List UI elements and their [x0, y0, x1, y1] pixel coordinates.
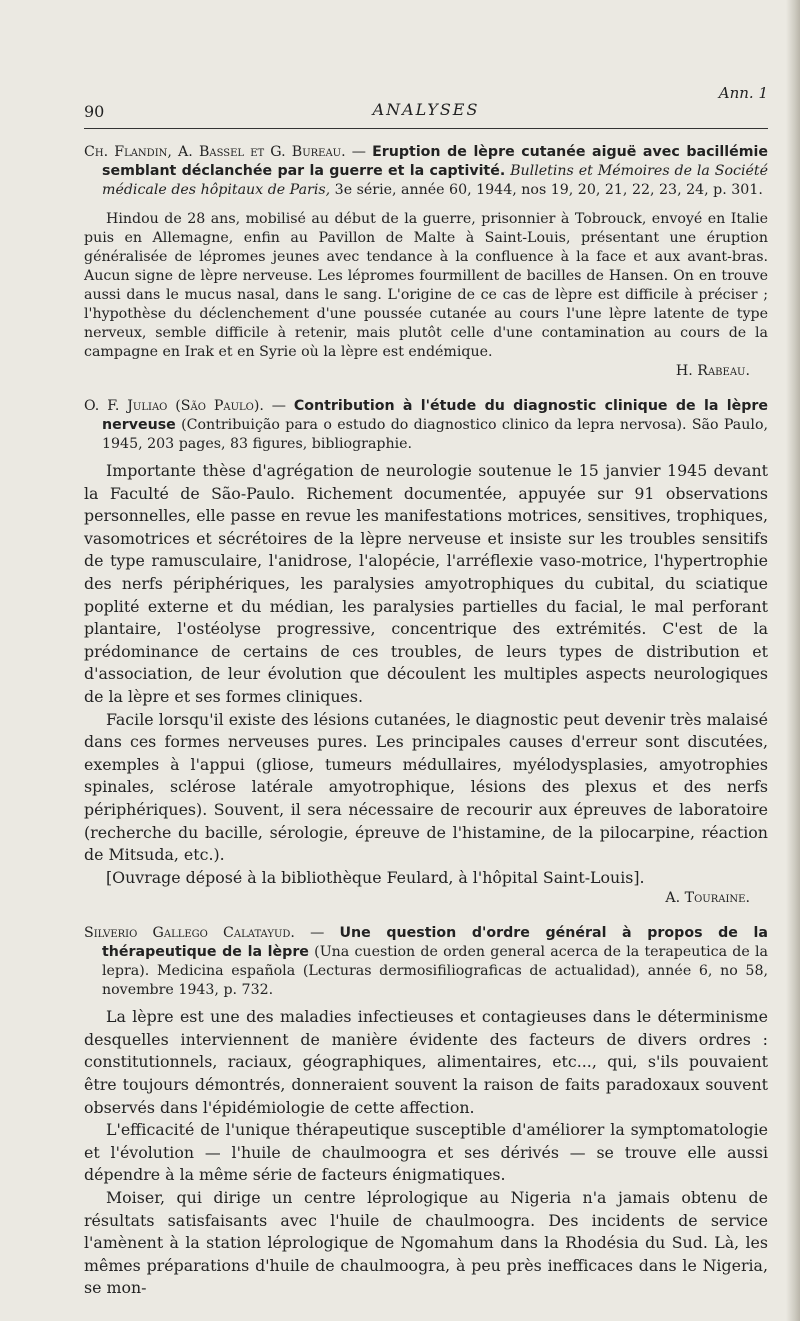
handwritten-annotation: Ann. 1: [718, 84, 768, 102]
deposit-note: [Ouvrage déposé à la bibliothèque Feulard, à l'hôpital Saint-Louis].: [106, 867, 645, 887]
authors: O. F. Juliao (São Paulo).: [84, 398, 264, 414]
article-title: Contribution à l'étude du diagnostic clinique de la lèpre nerveuse: [102, 398, 768, 433]
page-edge-shadow: [786, 0, 800, 1321]
source-details: 3e série, année 60, 1944, nos 19, 20, 21, 22, 23, 24, p. 301.: [330, 182, 763, 198]
reference: [84, 397, 768, 454]
abstract-paragraph: L'efficacité de l'unique thérapeutique susceptible d'améliorer la symptomatologie et l'évolution — l'huile de chaulmoogra et ses dérivés — se trouve elle aussi dépendre à la même série de facteurs énigmatiques.: [84, 1120, 768, 1185]
abstract-paragraph: La lèpre est une des maladies infectieuses et contagieuses dans le déterminisme desquelles interviennent de manière évidente des facteurs de divers ordres : constitutionnels, raciaux, géographiques, alimentaires, etc..., qui, s'ils pouvaient être toujours démontrés, donneraient souvent la raison de faits paradoxaux souvent observés dans l'épidémiologie de cette affection.: [84, 1007, 768, 1117]
abstract-entry: [84, 397, 768, 908]
article-title: Une question d'ordre général à propos de la thérapeutique de la lèpre: [102, 925, 768, 961]
dash: —: [345, 144, 373, 160]
source-journal: Bulletins et Mémoires de la Société médicale des hôpitaux de Paris,: [102, 163, 768, 198]
abstract-paragraph: Importante thèse d'agrégation de neurologie soutenue le 15 janvier 1945 devant la Faculté de São-Paulo. Richement documentée, appuyée sur 91 observations personnelles, elle passe en revue les manifestations motrices, sensitives, trophiques, vasomotrices et sécrétoires de la lèpre nerveuse et insiste sur les troubles sensitifs de type ramusculaire, l'anidrose, l'alopécie, l'arréflexie vaso-motrice, l'hypertrophie des nerfs périphériques, les paralysies amyotrophiques du cubital, du sciatique poplité externe et du médian, les paralysies partielles du facial, le mal perforant plantaire, l'ostéolyse progressive, concentrique des extrémités. C'est de la prédominance de certains de ces troubles, de leurs types de distribution et d'association, de leur évolution que découlent les multiples aspects neurologiques de la lèpre et ses formes cliniques.: [84, 461, 768, 706]
reviewer-signature: A. Touraine.: [665, 890, 750, 907]
reference: [84, 143, 768, 200]
abstract-entry: [84, 924, 768, 1300]
abstract-paragraph: Facile lorsqu'il existe des lésions cutanées, le diagnostic peut devenir très malaisé dans ces formes nerveuses pures. Les principales causes d'erreur sont discutées, exemples à l'appui (gliose, tumeurs médullaires, myélodysplasies, amyotrophies spinales, sclérose latérale amyotrophique, lésions des plexus et des nerfs périphériques). Souvent, il sera nécessaire de recourir aux épreuves de laboratoire (recherche du bacille, sérologie, épreuve de l'histamine, de la pilocarpine, réaction de Mitsuda, etc.).: [84, 709, 768, 865]
article-title: Eruption de lèpre cutanée aiguë avec bacillémie semblant déclanchée par la guerre et la captivité.: [102, 144, 768, 179]
abstract-paragraph: Moiser, qui dirige un centre léprologique au Nigeria n'a jamais obtenu de résultats satisfaisants avec l'huile de chaulmoogra. Des incidents de service l'amènent à la station léprologique de Ngomahum dans la Rhodésia du Sud. Là, les mêmes préparations d'huile de chaulmoogra, à peu près inefficaces dans le Nigeria, se mon-: [84, 1188, 768, 1298]
source-details: (Contribuição para o estudo do diagnostico clinico da lepra nervosa). São Paulo, 1945, 203 pages, 83 figures, bibliographie.: [102, 417, 768, 452]
abstract-entry: [84, 143, 768, 381]
reviewer-signature: H. Rabeau.: [675, 363, 750, 379]
dash: —: [263, 398, 294, 414]
authors: Ch. Flandin, A. Bassel et G. Bureau.: [84, 144, 346, 160]
source-details: (Una cuestion de orden general acerca de la terapeutica de la lepra). Medicina española (Lecturas dermosifiliograficas de actualidad), année 6, no 58, novembre 1943, p. 732.: [102, 944, 768, 999]
authors: Silverio Gallego Calatayud.: [84, 925, 295, 942]
dash: —: [294, 925, 340, 942]
abstract-paragraph: Hindou de 28 ans, mobilisé au début de la guerre, prisonnier à Tobrouck, envoyé en Italie puis en Allemagne, enfin au Pavillon de Malte à Saint-Louis, présentant une éruption généralisée de lépromes jeunes avec tendance à la confluence à la face et aux avant-bras. Aucun signe de lèpre nerveuse. Les lépromes fourmillent de bacilles de Hansen. On en trouve aussi dans le mucus nasal, dans le sang. L'origine de ce cas de lèpre est difficile à préciser ; l'hypothèse du déclenchement d'une poussée cutanée au cours l'une lèpre latente de type nerveux, semble difficile à retenir, mais plutôt celle d'une contamination au cours de la campagne en Irak et en Syrie où la lèpre est endémique.: [84, 211, 768, 360]
page-number: 90: [84, 102, 105, 121]
page: [84, 84, 768, 1300]
reference: [84, 924, 768, 1000]
page-header: [84, 84, 768, 129]
running-title: ANALYSES: [372, 100, 480, 119]
